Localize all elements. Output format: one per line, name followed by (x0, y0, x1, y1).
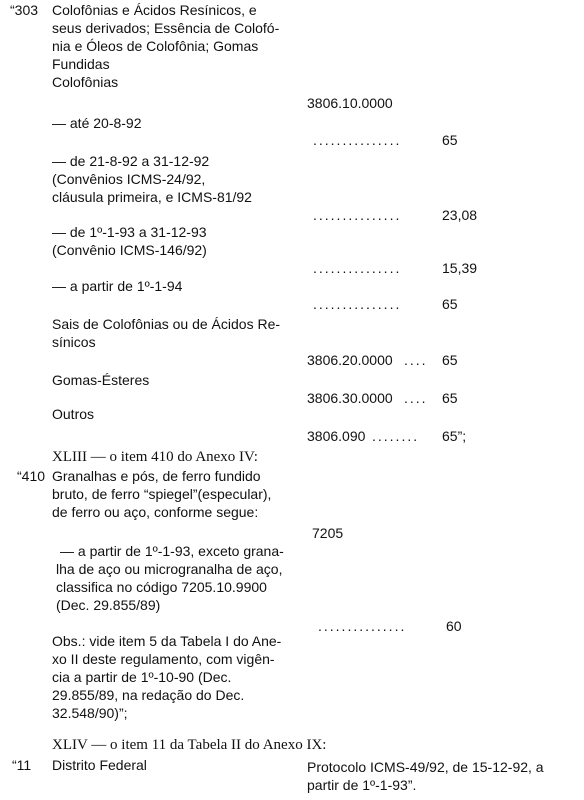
subitem-label: sínicos (52, 334, 96, 350)
rate-value: 15,39 (442, 260, 478, 276)
rate-value: 65 (442, 352, 458, 368)
leader-dots: ............... (313, 260, 402, 276)
subitem-label: Gomas-Ésteres (52, 372, 150, 388)
period-line: — a partir de 1º-1-93, exceto grana- (60, 543, 284, 559)
subitem-label: Colofônias (52, 74, 119, 90)
protocol-line: Protocolo ICMS-49/92, de 15-12-92, a (307, 759, 544, 775)
period-line: (Convênios ICMS-24/92, (52, 171, 206, 187)
leader-dots: .... (404, 352, 428, 368)
item-description-line: Granalhas e pós, de ferro fundido (52, 468, 261, 484)
rate-value: 60 (446, 618, 462, 634)
rate-value: 65 (442, 296, 458, 312)
rate-value: 65”; (442, 428, 467, 444)
protocol-line: partir de 1º-1-93”. (307, 777, 417, 793)
item-description-line: bruto, de ferro “spiegel”(especular), (52, 486, 272, 502)
leader-dots: ............... (313, 132, 402, 148)
item-label: Distrito Federal (52, 757, 147, 773)
item-number: “410 (17, 468, 46, 484)
item-number: “11 (12, 757, 32, 773)
ncm-code: 7205 (312, 525, 344, 541)
item-number: “303 (10, 2, 39, 18)
period-line: — até 20-8-92 (52, 115, 142, 131)
period-line: lha de aço ou microgranalha de aço, (56, 561, 283, 577)
ncm-code: 3806.090 (307, 428, 366, 444)
period-line: — a partir de 1º-1-94 (52, 278, 183, 294)
rate-value: 23,08 (442, 207, 478, 223)
leader-dots: ............... (318, 618, 407, 634)
leader-dots: .... (404, 390, 428, 406)
section-heading: XLIV — o item 11 da Tabela II do Anexo IX: (52, 737, 327, 753)
leader-dots: ........ (372, 428, 420, 444)
rate-value: 65 (442, 132, 458, 148)
ncm-code: 3806.20.0000 (307, 352, 393, 368)
section-heading: XLIII — o item 410 do Anexo IV: (52, 449, 258, 465)
period-line: — de 21-8-92 a 31-12-92 (52, 153, 210, 169)
observation-line: Obs.: vide item 5 da Tabela I do Ane- (52, 633, 282, 649)
observation-line: 32.548/90)”; (52, 705, 128, 721)
leader-dots: ............... (313, 296, 402, 312)
item-description-line: de ferro ou aço, conforme segue: (52, 504, 259, 520)
observation-line: 29.855/89, na redação do Dec. (52, 687, 245, 703)
subitem-label: Sais de Colofônias ou de Ácidos Re- (52, 316, 281, 332)
period-line: (Convênio ICMS-146/92) (52, 242, 207, 258)
ncm-code: 3806.30.0000 (307, 390, 393, 406)
ncm-code: 3806.10.0000 (307, 95, 393, 111)
observation-line: xo II deste regulamento, com vigên- (52, 651, 275, 667)
rate-value: 65 (442, 390, 458, 406)
leader-dots: ............... (313, 207, 402, 223)
subitem-label: Outros (52, 406, 95, 422)
period-line: (Dec. 29.855/89) (56, 597, 161, 613)
item-description-line: Fundidas (52, 56, 110, 72)
period-line: cláusula primeira, e ICMS-81/92 (52, 189, 252, 205)
item-description-line: nia e Óleos de Colofônia; Gomas (52, 38, 259, 54)
item-description-line: seus derivados; Essência de Colofó- (52, 20, 280, 36)
observation-line: cia a partir de 1º-10-90 (Dec. (52, 669, 232, 685)
period-line: classifica no código 7205.10.9900 (56, 579, 267, 595)
item-description-line: Colofônias e Ácidos Resínicos, e (52, 2, 257, 18)
period-line: — de 1º-1-93 a 31-12-93 (52, 224, 207, 240)
